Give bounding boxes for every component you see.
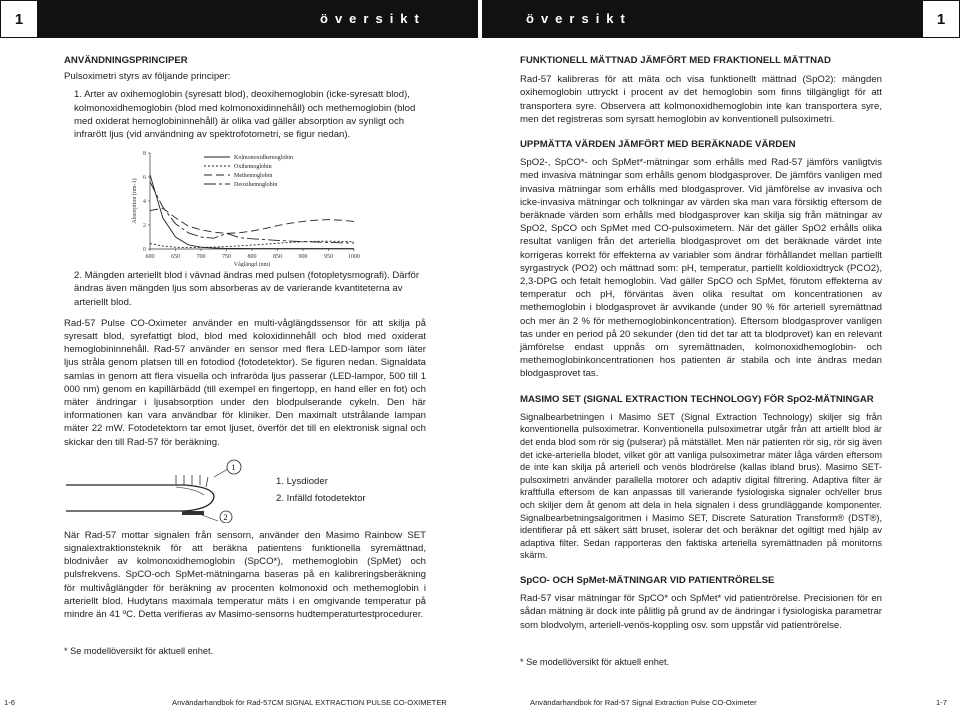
heading-motion: SpCO- OCH SpMet-MÄTNINGAR VID PATIENTRÖRELSE bbox=[520, 575, 775, 586]
heading-set: MASIMO SET (SIGNAL EXTRACTION TECHNOLOGY) FÖR SpO2-MÄTNINGAR bbox=[520, 393, 874, 405]
right-page bbox=[520, 54, 882, 669]
series-line-3 bbox=[150, 208, 354, 233]
x-tick-label: 700 bbox=[196, 254, 206, 261]
callout-1: 1 bbox=[231, 462, 236, 472]
intro-text: Pulsoximetri styrs av följande principer: bbox=[64, 71, 231, 83]
principle-2: 2. Mängden arteriellt blod i vävnad ändras med pulsen (fotopletysmografi). Därför ändras även mängden ljus som absorberas av de varierande kvantiteterna av arteriellt blod. bbox=[74, 270, 420, 308]
principle-1: 1. Arter av oxihemoglobin (syresatt blod), deoxihemoglobin (icke-syresatt blod), kolmonoxidhemoglobin (blod med kolmonoxidinnehåll) och methemoglobin (blod med oxiderat hemoglobininnehåll) är olika vad gäller absorption av synligt och infrarött ljus (vid användning av spektrofotometri, se figur nedan). bbox=[74, 89, 416, 141]
y-tick-label: 0 bbox=[143, 247, 146, 254]
series-line-4 bbox=[150, 182, 354, 243]
absorption-chart-svg bbox=[64, 147, 364, 267]
sensor-diagram bbox=[64, 457, 254, 523]
right-header-bar bbox=[482, 0, 960, 38]
x-tick-label: 650 bbox=[171, 254, 180, 261]
footnote: * Se modellöversikt för aktuell enhet. bbox=[520, 656, 670, 667]
sensor-paragraph: Rad-57 Pulse CO-Oximeter använder en multi-våglängdssensor för att skilja på syresatt blod, syrefattigt blod, blod med koloxidinnehåll och blod med oxiderat hemoglobininnehåll. Rad-57 använder en sensor med flera LED-lampor som läter ljus stråla genom platsen till en fotodiod (fotodetektor). Se figuren nedan. Signaldata samlas in genom att flera visuella och infraröda ljus passerar (LED-lampor, 500 till 1 000 nm) genom en kapillärbädd (till exempel en fingertopp, en hand eller en fot) och mäter ändringar i ljusabsorption under den blodpulserande cykeln. Den här informationen kan vara användbar för kliniker. Den maximalt utstrålande lampan mäter 22 mW. Fotodetektorn tar emot ljuset, överför det till en elektronisk signal och skickar den till Rad-57 för beräkning. bbox=[64, 317, 426, 448]
footnote: * Se modellöversikt för aktuell enhet. bbox=[64, 646, 214, 657]
heading-measured: UPPMÄTTA VÄRDEN JÄMFÖRT MED BERÄKNADE VÄRDEN bbox=[520, 139, 796, 151]
legend-label: Deoxihemoglobin bbox=[234, 182, 278, 189]
section-title: översikt bbox=[526, 11, 632, 26]
page-badge: 1 bbox=[0, 0, 38, 38]
x-tick-label: 1000 bbox=[348, 254, 360, 261]
legend-label: Kolmonoxidhemoglobin bbox=[234, 155, 293, 162]
y-tick-label: 6 bbox=[143, 175, 146, 182]
legend-label: Methemoglobin bbox=[234, 173, 273, 180]
footer-text: Användarhandbok för Rad-57CM SIGNAL EXTRACTION PULSE CO-OXIMETER bbox=[172, 698, 447, 707]
y-tick-label: 8 bbox=[143, 151, 146, 158]
heading-functional: FUNKTIONELL MÄTTNAD JÄMFÖRT MED FRAKTIONELL MÄTTNAD bbox=[520, 55, 831, 66]
x-tick-label: 950 bbox=[324, 254, 333, 261]
legend-item-led: 1. Lysdioder bbox=[276, 475, 328, 487]
x-tick-label: 900 bbox=[298, 254, 308, 261]
left-header-bar bbox=[0, 0, 478, 38]
callout-2: 2 bbox=[223, 512, 228, 522]
heading-principles: ANVÄNDNINGSPRINCIPER bbox=[64, 55, 188, 66]
x-tick-label: 850 bbox=[273, 254, 282, 261]
motion-paragraph: Rad-57 visar mätningar för SpCO* och SpMet* vid patientrörelse. Precisionen för en sådan mätning är dock inte pålitlig på grund av de ändringar i fysiologiska parametrar som blodvolym, arteriell-venös-koppling osv. som uppstår vid patientrörelse. bbox=[520, 593, 882, 631]
y-tick-label: 2 bbox=[143, 223, 146, 230]
functional-paragraph: Rad-57 kalibreras för att mäta och visa funktionellt mättnad (SpO2): mängden oxihemoglobin uttryckt i procent av det hemoglobin som finns tillgängligt för att transportera syre. Observera att kolmonoxidhemoglobin inte kan transportera syre, men det registreras som syrsatt hemoglobin av konventionell pulsoximetri. bbox=[520, 74, 882, 125]
absorption-chart bbox=[64, 147, 426, 267]
y-axis-label: Absorption (nm-1) bbox=[132, 178, 138, 224]
y-tick-label: 4 bbox=[143, 199, 146, 206]
section-title: översikt bbox=[320, 11, 426, 26]
finger-outline bbox=[66, 485, 214, 511]
page-number: 1-7 bbox=[936, 698, 947, 707]
x-tick-label: 750 bbox=[222, 254, 231, 261]
sensor-legend bbox=[276, 475, 366, 505]
finger-nail bbox=[176, 487, 204, 495]
left-page bbox=[64, 54, 426, 658]
legend-label: Oxihemoglobin bbox=[234, 164, 272, 171]
x-tick-label: 600 bbox=[145, 254, 155, 261]
set-paragraph: Signalbearbetningen i Masimo SET (Signal Extraction Technology) skiljer sig från konventionella pulsoximetrar. Konventionella pulsoximetrar utgår från att artiellt blod är det enda blod som rör sig (pulserar) på mätstället. Men när patienten rör sig, rör sig även det icke-arteriella blodet, vilket gör att vanliga pulsoximetrar mäter låga värden eftersom de inte kan skilja på arteriell och venös blodrörelse (kallas ibland brus). Masimo SET-pulsoximetri använder parallella motorer och adaptiv digital filtrering. Adaptiva filter är kraftfulla eftersom de kan anpassas till varierande fysiologiska signaler och/eller brus och skiljer dem åt genom att dela in hela signalen i dess grundläggande komponenter. Signalbearbetningsalgoritmen i Masimo SET, Discrete Saturation Transform® (DST®), identifierar på ett säkert sätt bruset, isolerar det och beräknar det ogiltigt med hjälp av adaptiva filter. Sedan rapporteras den faktiska arteriella syremättnaden på monitorns skärm. bbox=[520, 411, 882, 561]
page-badge: 1 bbox=[922, 0, 960, 38]
sensor-figure bbox=[64, 457, 426, 525]
series-line-2 bbox=[150, 241, 354, 247]
x-tick-label: 800 bbox=[247, 254, 257, 261]
x-axis-label: Våglängd (nm) bbox=[233, 262, 271, 268]
calculation-paragraph: När Rad-57 mottar signalen från sensorn, använder den Masimo Rainbow SET signalextraktionsteknik för att beräkna patientens funktionella syremättnad, blodnivåer av kolmonoxidhemoglobin (SpCO*), methemoglobin (SpMet) och pulsfrekvens. SpCO-och SpMet-mätningarna baseras på en kalibreringsberäkning för multivåglängder för beräkning av procenten kolmonoxid och methemoglobin i arteriellt blod. Hudytans maximala temperatur mäts i en omgivande temperatur på mindre än 41 ºC. Detta verifieras av Masimo-sensorns hudtemperaturtestprocedurer. bbox=[64, 529, 426, 621]
page-number: 1-6 bbox=[4, 698, 15, 707]
photodetector-icon bbox=[182, 511, 204, 515]
measured-paragraph: SpO2-, SpCO*- och SpMet*-mätningar som erhålls med Rad-57 jämförs vanligtvis med invasiva mätningar som erhålls genom blodgasprover. De jämförs vanligen med invasiva mätningar som erhålls med blodgasprover. Vid jämförelse av invasiva och icke-invasiva mätningar och tolkningar av värden ska man vara försiktig eftersom de beräknade värden som erhålls med blodgasprover kan skilja sig från mätningar av SpO2, SpCO och SpMet med CO-pulsoximetern. När det gäller SpO2 erhålls olika resultat vanligen från det arteriella blodgasprovet om det beräknade värdet inte korrigeras korrekt för effekterna av variabler som ändrar förhållandet mellan partiellt syrgastryck (PO2) och mättnad som: pH, temperatur, partiellt koldioxidtryck (PCO2), 2,3-DPG och fetalt hemoglobin. Vad gäller SpCO och SpMet, förutom effekterna av temperatur och pH, förväntas även olika resultat om koncentrationen av methemoglobin i blodgasprovet är avvikande (under 90 % för arteriell syremättnad och mer än 2 % för methemoglobinkoncentration). Eftersom blodgasprover vanligen tas under en period på 20 sekunder (den tid det tar att ta blodprovet) kan en relevant jämförelse endast uppnås om syremättnaden, kolmonoxidhemoglobin- och methemoglobinkoncentrationen hos patienten är stabila och inte ändras medan blodgasprovet tas. bbox=[520, 157, 882, 380]
legend-item-detector: 2. Infälld fotodetektor bbox=[276, 493, 366, 505]
footer-text: Användarhandbok för Rad-57 Signal Extraction Pulse CO-Oximeter bbox=[530, 698, 757, 707]
